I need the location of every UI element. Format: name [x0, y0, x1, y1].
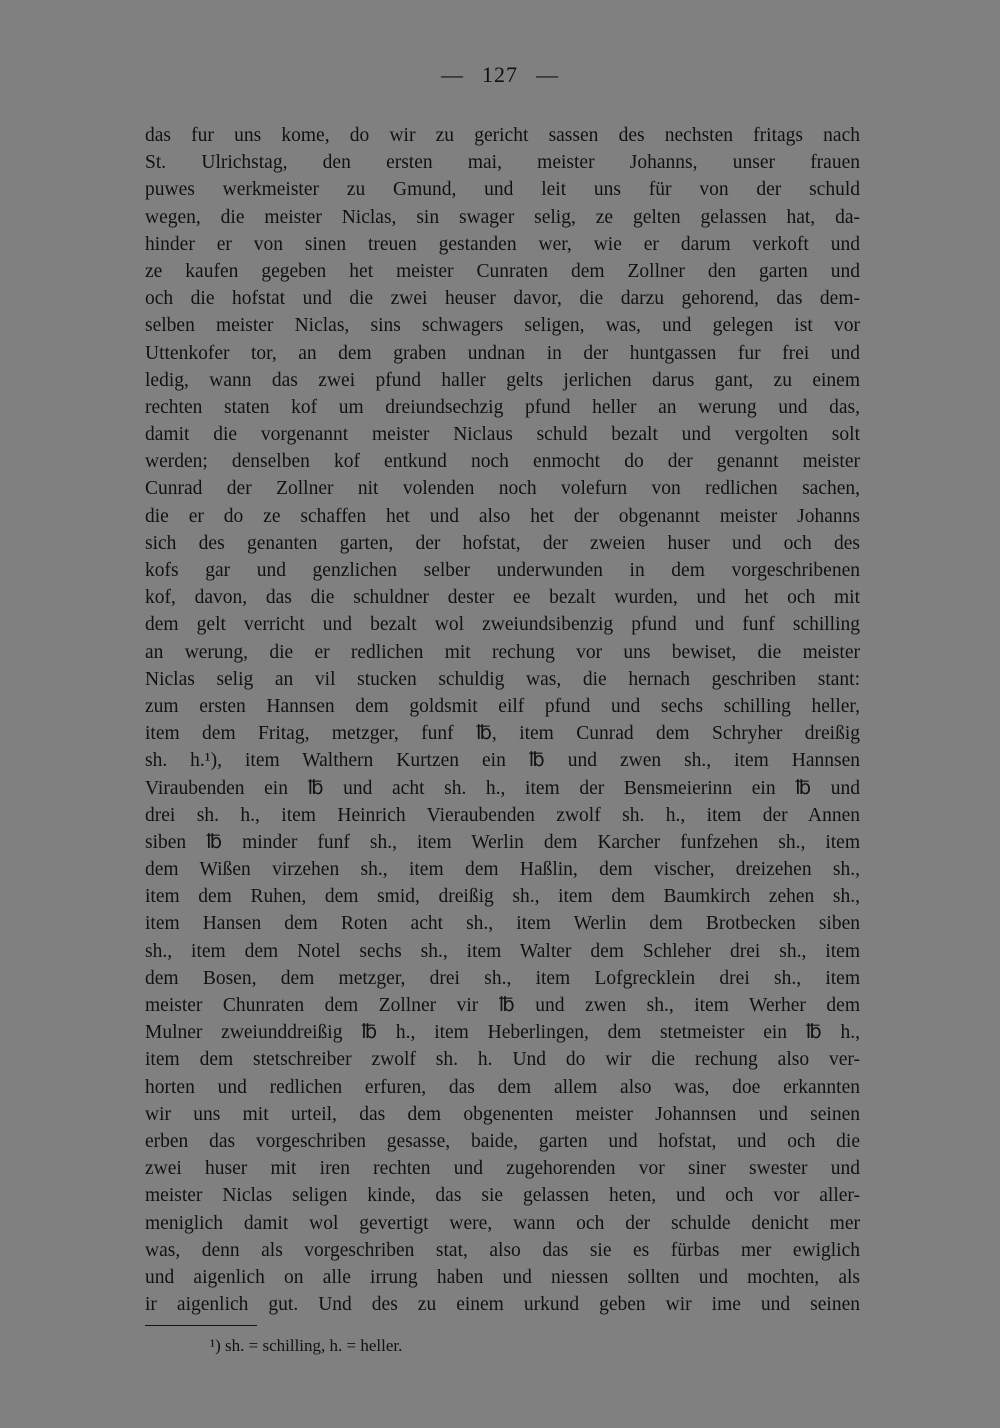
text-line: und aigenlich on alle irrung haben und niessen sollten und mochten, als — [145, 1266, 860, 1288]
text-line: ledig, wann das zwei pfund haller gelts jerlichen darus gant, zu einem — [145, 369, 860, 391]
text-line: meniglich damit wol gevertigt were, wann och der schulde denicht mer — [145, 1212, 860, 1234]
text-line: dem Wißen virzehen sh., item dem Haßlin, dem vischer, dreizehen sh., — [145, 859, 860, 881]
text-line: ir aigenlich gut. Und des zu einem urkund geben wir ime und seinen — [145, 1294, 860, 1316]
text-line: och die hofstat und die zwei heuser davor, die darzu gehorend, das dem- — [145, 288, 860, 310]
text-line: kof, davon, das die schuldner dester ee bezalt wurden, und het och mit — [145, 587, 860, 609]
text-line: zwei huser mit iren rechten und zugehorenden vor siner swester und — [145, 1158, 860, 1180]
text-line: puwes werkmeister zu Gmund, und leit uns für von der schuld — [145, 179, 860, 201]
text-line: horten und redlichen erfuren, das dem allem also was, doe erkannten — [145, 1076, 860, 1098]
text-line: werden; denselben kof entkund noch enmocht do der genannt meister — [145, 451, 860, 473]
footnote-divider — [145, 1325, 257, 1326]
text-line: sh. h.¹), item Walthern Kurtzen ein ℔ und zwen sh., item Hannsen — [145, 750, 860, 772]
body-text — [145, 122, 860, 1318]
text-line: rechten staten kof um dreiundsechzig pfund heller an werung und das, — [145, 396, 860, 418]
page-number: 127 — [482, 62, 518, 87]
text-line: meister Chunraten dem Zollner vir ℔ und zwen sh., item Werher dem — [145, 995, 860, 1016]
text-line: Cunrad der Zollner nit volenden noch volefurn von redlichen sachen, — [145, 478, 860, 500]
text-line: wegen, die meister Niclas, sin swager selig, ze gelten gelassen hat, da- — [145, 206, 860, 228]
text-line: dem gelt verricht und bezalt wol zweiundsibenzig pfund und funf schilling — [145, 614, 860, 636]
text-line: sich des genanten garten, der hofstat, der zweien huser und och des — [145, 532, 860, 554]
text-line: St. Ulrichstag, den ersten mai, meister Johanns, unser frauen — [145, 152, 860, 174]
text-line: sh., item dem Notel sechs sh., item Walter dem Schleher drei sh., item — [145, 940, 860, 962]
text-line: drei sh. h., item Heinrich Vieraubenden zwolf sh. h., item der Annen — [145, 804, 860, 826]
text-line: item Hansen dem Roten acht sh., item Werlin dem Brotbecken siben — [145, 913, 860, 935]
header-dash-left: — — [441, 62, 464, 87]
text-line: das fur uns kome, do wir zu gericht sassen des nechsten fritags nach — [145, 125, 860, 146]
text-line: Viraubenden ein ℔ und acht sh. h., item der Bensmeierinn ein ℔ und — [145, 777, 860, 799]
text-line: siben ℔ minder funf sh., item Werlin dem Karcher funfzehen sh., item — [145, 831, 860, 853]
footnote: ¹) sh. = schilling, h. = heller. — [210, 1336, 403, 1355]
text-line: selben meister Niclas, sins schwagers seligen, was, und gelegen ist vor — [145, 315, 860, 337]
text-line: kofs gar und genzlichen selber underwunden in dem vorgeschribenen — [145, 560, 860, 581]
text-line: damit die vorgenannt meister Niclaus schuld bezalt und vergolten solt — [145, 424, 860, 446]
header-dash-right: — — [536, 62, 559, 87]
text-line: zum ersten Hannsen dem goldsmit eilf pfund und sechs schilling heller, — [145, 695, 860, 717]
text-line: meister Niclas seligen kinde, das sie gelassen heten, und och vor aller- — [145, 1185, 860, 1207]
text-line: was, denn als vorgeschriben stat, also das sie es fürbas mer ewiglich — [145, 1239, 860, 1261]
text-line: ze kaufen gegeben het meister Cunraten dem Zollner den garten und — [145, 260, 860, 282]
text-line: dem Bosen, dem metzger, drei sh., item Lofgrecklein drei sh., item — [145, 967, 860, 989]
text-line: item dem Ruhen, dem smid, dreißig sh., item dem Baumkirch zehen sh., — [145, 886, 860, 908]
text-line: item dem stetschreiber zwolf sh. h. Und do wir die rechung also ver- — [145, 1049, 860, 1071]
text-line: hinder er von sinen treuen gestanden wer, wie er darum verkoft und — [145, 233, 860, 255]
text-line: Niclas selig an vil stucken schuldig was, die hernach geschriben stant: — [145, 668, 860, 690]
text-line: Uttenkofer tor, an dem graben undnan in der huntgassen fur frei und — [145, 342, 860, 364]
text-line: an werung, die er redlichen mit rechung vor uns bewiset, die meister — [145, 641, 860, 663]
text-line: item dem Fritag, metzger, funf ℔, item Cunrad dem Schryher dreißig — [145, 723, 860, 745]
text-line: erben das vorgeschriben gesasse, baide, garten und hofstat, und och die — [145, 1130, 860, 1152]
page-header — [0, 62, 1000, 88]
text-line: Mulner zweiunddreißig ℔ h., item Heberlingen, dem stetmeister ein ℔ h., — [145, 1022, 860, 1044]
text-line: wir uns mit urteil, das dem obgenenten meister Johannsen und seinen — [145, 1103, 860, 1125]
text-line: die er do ze schaffen het und also het der obgenannt meister Johanns — [145, 505, 860, 527]
